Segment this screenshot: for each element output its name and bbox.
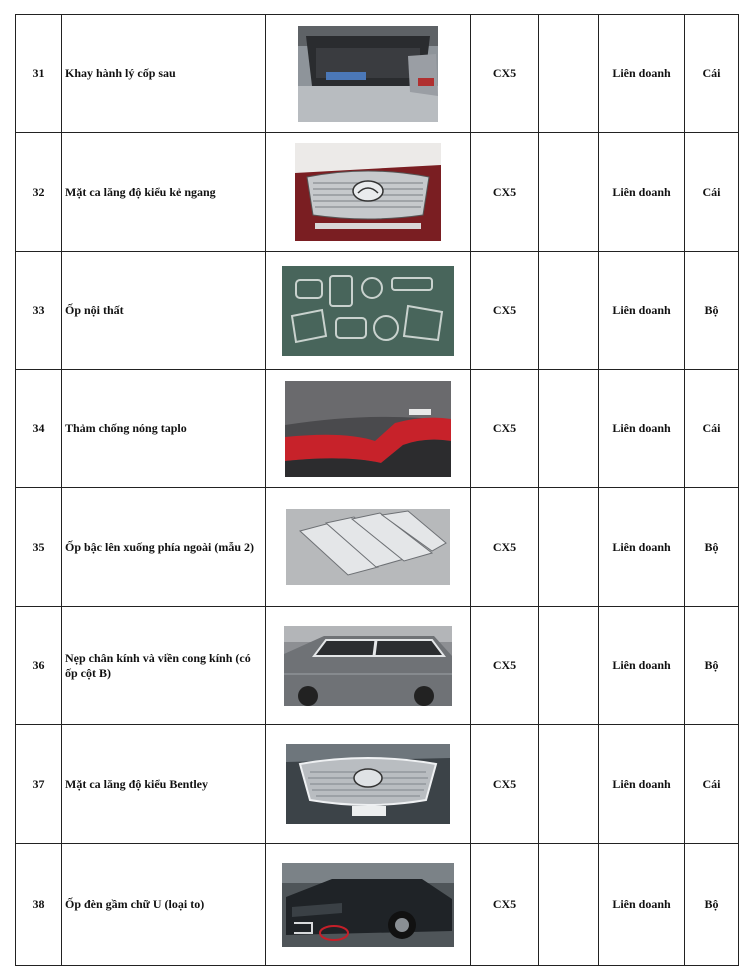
model: CX5	[471, 607, 539, 725]
part-name: Khay hành lý cốp sau	[62, 15, 266, 133]
unit: Cái	[685, 133, 739, 252]
table-row	[16, 15, 739, 133]
fog-lamp-trim-photo	[282, 863, 454, 947]
empty-cell	[539, 844, 599, 966]
row-number: 37	[16, 725, 62, 844]
unit: Bộ	[685, 252, 739, 370]
source: Liên doanh	[599, 607, 685, 725]
model: CX5	[471, 133, 539, 252]
unit: Cái	[685, 725, 739, 844]
source: Liên doanh	[599, 370, 685, 488]
row-number: 38	[16, 844, 62, 966]
interior-trim-set-photo	[282, 266, 454, 356]
source: Liên doanh	[599, 488, 685, 607]
model: CX5	[471, 370, 539, 488]
table-row	[16, 607, 739, 725]
part-name: Ốp nội thất	[62, 252, 266, 370]
table-row	[16, 844, 739, 966]
row-number: 35	[16, 488, 62, 607]
part-name: Ốp đèn gầm chữ U (loại to)	[62, 844, 266, 966]
parts-table	[15, 14, 739, 966]
model: CX5	[471, 488, 539, 607]
unit: Cái	[685, 370, 739, 488]
unit: Bộ	[685, 488, 739, 607]
window-trim-photo	[284, 626, 452, 706]
model: CX5	[471, 844, 539, 966]
empty-cell	[539, 607, 599, 725]
source: Liên doanh	[599, 252, 685, 370]
part-name: Mặt ca lăng độ kiểu Bentley	[62, 725, 266, 844]
part-name: Nẹp chân kính và viền cong kính (có ốp cột B)	[62, 607, 266, 725]
empty-cell	[539, 488, 599, 607]
source: Liên doanh	[599, 133, 685, 252]
row-number: 33	[16, 252, 62, 370]
trunk-cargo-tray-photo	[298, 26, 438, 122]
model: CX5	[471, 15, 539, 133]
row-number: 34	[16, 370, 62, 488]
dashboard-mat-photo	[285, 381, 451, 477]
part-name: Mặt ca lăng độ kiểu kẻ ngang	[62, 133, 266, 252]
unit: Bộ	[685, 607, 739, 725]
empty-cell	[539, 725, 599, 844]
horizontal-grille-photo	[295, 143, 441, 241]
row-number: 32	[16, 133, 62, 252]
unit: Bộ	[685, 844, 739, 966]
model: CX5	[471, 252, 539, 370]
table-row	[16, 488, 739, 607]
source: Liên doanh	[599, 725, 685, 844]
empty-cell	[539, 370, 599, 488]
door-sill-plates-photo	[286, 509, 450, 585]
row-number: 31	[16, 15, 62, 133]
bentley-grille-photo	[286, 744, 450, 824]
table-row	[16, 725, 739, 844]
source: Liên doanh	[599, 15, 685, 133]
table-row	[16, 133, 739, 252]
model: CX5	[471, 725, 539, 844]
empty-cell	[539, 15, 599, 133]
part-name: Thảm chống nóng taplo	[62, 370, 266, 488]
empty-cell	[539, 133, 599, 252]
unit: Cái	[685, 15, 739, 133]
part-name: Ốp bậc lên xuống phía ngoài (mẫu 2)	[62, 488, 266, 607]
row-number: 36	[16, 607, 62, 725]
table-row	[16, 252, 739, 370]
empty-cell	[539, 252, 599, 370]
source: Liên doanh	[599, 844, 685, 966]
table-row	[16, 370, 739, 488]
